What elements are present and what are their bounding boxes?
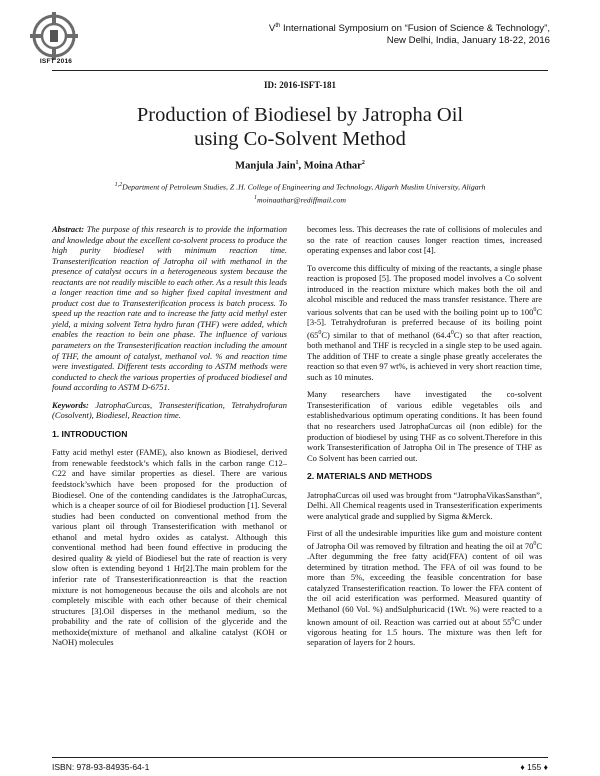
section-heading-materials: 2. MATERIALS AND METHODS [307, 471, 433, 482]
conference-header: Vth International Symposium on “Fusion of Science & Technology”, New Delhi, India, January 18-22, 2016 [268, 23, 550, 47]
footer-rule [52, 757, 548, 758]
authors: Manjula Jain$^1$, Moina Athar$^2$ [235, 160, 365, 172]
paragraph: Many researchers have investigated the co-solvent Transesterification of various edible vegetables oils and establishedvarious optimum operating conditions. It has been found that no researchers used JatrophaCurcas oil (non edible) for the production of biodiesel by using THF as co solvent.Therefore in this work Transesterification of Jatropha Oil in The presence of THF as Co Solvent has been carried out. [307, 389, 542, 463]
isbn: ISBN: 978-93-84935-64-1 [52, 762, 150, 772]
keywords: Keywords: JatrophaCurcas, Transesterification, Tetrahydrofuran (Cosolvent), Biodiesel, Reaction time. [52, 399, 287, 421]
affiliation: $^{1,2}$Department of Petroleum Studies, Z .H. College of Engineering and Technology, Aligarh Muslim University, Aligarh $^1$moinaathar@rediffmail.com [114, 182, 486, 205]
abstract: Abstract: The purpose of this research is to provide the information and knowledge about the excellent co-solvent process to produce the high purity biodiesel with minimum reaction time. Transesterification reaction of Jatropha oil with methanol in the presence of catalyst occurs in a heterogeneous system because the reactants are not readily miscible to each other. As a result this leads a longer reaction time and so higher fixed capital investment and product cost due to Transesterification process is batch process. To speed up the reaction rate and to increase the fatty acid methyl ester yield, a mixing solvent Tetra hydro furan (THF) were added, which enables the reaction to bein one phase. The influence of various parameters on the Transesterification reaction including the amount of THF, the amount of catalyst, methanol vol. % and reaction time were investigated. Different tests according to ASTM methods were conducted to check the various properties of produced biodiesel and found according to ASTM D-6751. [52, 224, 287, 393]
paper-title: Production of Biodiesel by Jatropha Oil using Co-Solvent Method [136, 104, 464, 150]
section-heading-introduction: 1. INTRODUCTION [52, 428, 128, 439]
paragraph: To overcome this difficulty of mixing of the reactants, a single phase reaction is proposed [5]. The proposed model involves a Co solvent introduced in the reaction mixture which makes both the oil and alcohol miscible and reduced the mass transfer resistance. There are various solvents that can be used with the boiling point up to $100^0C$ [3-5]. Tetrahydrofuran is preferred because of its boiling point $(65^0C)$ similar to that of methanol (64.4$^0$C) so that after reaction, both methanol and THF is recycled in a single step to be used again. The addition of THF to create a single phase greatly accelerates the reaction so that even 97 wt%, is achieved in very short reaction time, such as 10 minutes. [307, 262, 542, 382]
intro-paragraph: Fatty acid methyl ester (FAME), also known as Biodiesel, derived from renewable feedstock’s which falls in the carbon range C12–C22 and have similar properties as diesel. There are various feedstock’swhich have been proposed for the production of Biodiesel. One of the contending candidates is the JatrophaCurcas, which is a cheaper source of oil for Biodiesel production [1]. Several studies had been conducted on conventional method from the various plant oil through Transesterification with methanol or ethanol and metal hydro oxides as catalyst. Although this conventional method had been found effective in producing the desired quality & yield of Biodiesel but the rate of reaction is very slow often is extending beyond 1 Hr[2].The main problem for the inferior rate of Transesterificationreaction is that the reaction mixture is not homogeneous because the oils and alcohols are not completely miscible with each other because of their chemical structures [3].Oil disperses in the methanol medium, so the probability and the rate of collision of the glyceride and the methoxide(mixture of methanol and alkaline catalyst (KOH or NaOH) molecules [52, 447, 287, 648]
header-rule [52, 70, 548, 71]
paragraph: First of all the undesirable impurities like gum and moisture content of Jatropha Oil was removed by filtration and heating the oil at $70^0C$ .After degumming the free fatty acid(FFA) content of oil was determined by titration method. The FFA of oil was found to be more than 5%, exceeding the feasible concentration for base catalyzed Transesterification reaction. To lower the FFA content of the oil acid esterification was performed. Measured quantity of Methanol (60 Vol. %) andSulphuricacid (1Wt. %) were reacted to a known amount of oil. Reaction was carried out at about $55^0C$ under vigorous heating for 1.5 hours. The mixture was then left for separation of layers for 2 hours. [307, 528, 542, 648]
paper-id: ID: 2016-ISFT-181 [264, 80, 336, 90]
right-column [307, 224, 542, 655]
left-column [52, 224, 287, 655]
paragraph: JatrophaCurcas oil used was brought from “JatrophaVikasSansthan”, Delhi. All Chemical reagents used in Transesterification experiments were analytical grade and supplied by Sigma &Merck. [307, 489, 542, 521]
page-number: ♦ 155 ♦ [520, 762, 548, 772]
paragraph: becomes less. This decreases the rate of collisions of molecules and so the rate of reaction causes longer reaction times, increased operating expenses and labor cost [4]. [307, 224, 542, 256]
logo-text: ISFT 2016 [39, 58, 73, 65]
